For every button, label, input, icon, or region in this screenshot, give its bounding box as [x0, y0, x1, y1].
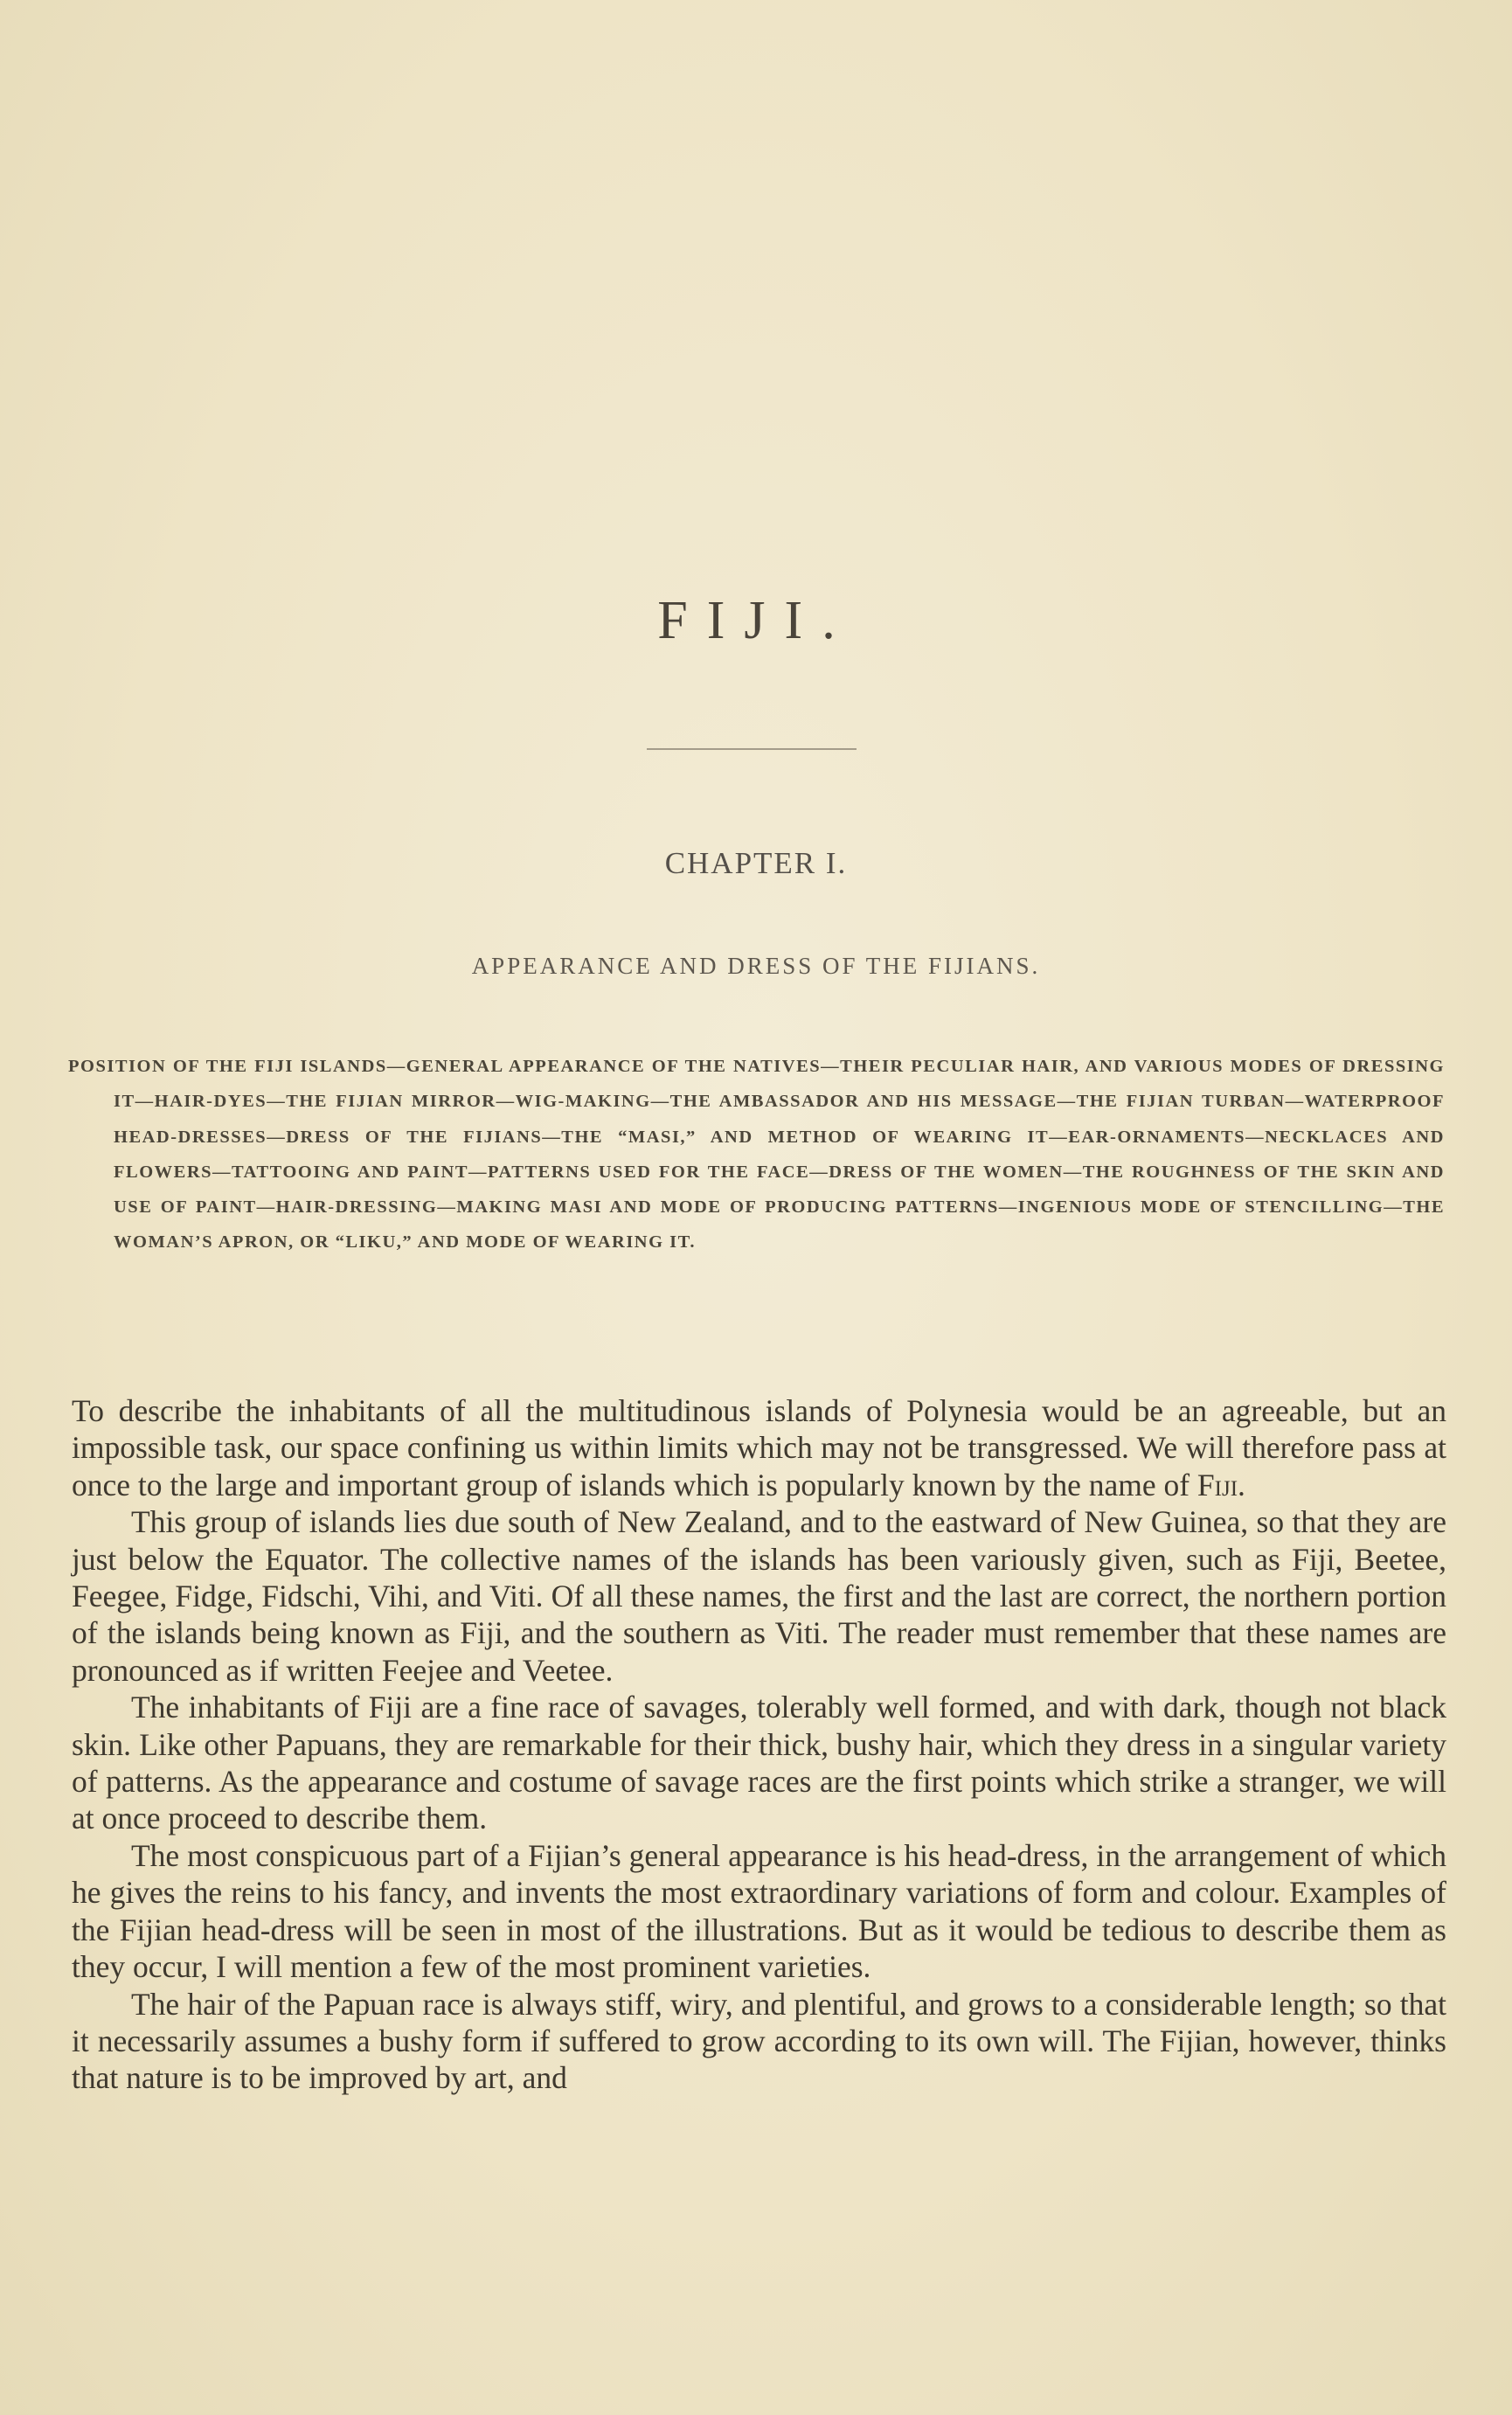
paragraph-1-text: To describe the inhabitants of all the multitudinous islands of Polynesia would be an agreeable, but an impossible task, our space confining us within limits which may not be transgressed. We will therefore pass at once to the large and important group of islands which is popularly known by the name of — [72, 1393, 1446, 1502]
body-text — [72, 1392, 1446, 2097]
chapter-heading: CHAPTER I. — [664, 846, 848, 880]
paragraph-3: The inhabitants of Fiji are a fine race of savages, tolerably well formed, and with dark, though not black skin. Like other Papuans, they are remarkable for their thick, bushy hair, which they dress in a singular variety of patterns. As the appearance and costume of savage races are the first points which strike a stranger, we will at once proceed to describe them. — [72, 1690, 1446, 1836]
paragraph-4: The most conspicuous part of a Fijian’s general appearance is his head-dress, in the arrangement of which he gives the reins to his fancy, and invents the most extraordinary variations of form and colour. Examples of the Fijian head-dress will be seen in most of the illustrations. But as it would be tedious to describe them as they occur, I will mention a few of the most prominent varieties. — [72, 1837, 1446, 1985]
chapter-synopsis: POSITION OF THE FIJI ISLANDS—GENERAL APPEARANCE OF THE NATIVES—THEIR PECULIAR HAIR, AND VARIOUS MODES OF DRESSING IT—HAIR-DYES—THE FIJIAN MIRROR—WIG-MAKING—THE AMBASSADOR AND HIS MESSAGE—THE FIJIAN TURBAN—WATERPROOF HEAD-DRESSES—DRESS OF THE FIJIANS—THE “MASI,” AND METHOD OF WEARING IT—EAR-ORNAMENTS—NECKLACES AND FLOWERS—TATTOOING AND PAINT—PATTERNS USED FOR THE FACE—DRESS OF THE WOMEN—THE ROUGHNESS OF THE SKIN AND USE OF PAINT—HAIR-DRESSING—MAKING MASI AND MODE OF PRODUCING PATTERNS—INGENIOUS MODE OF STENCILLING—THE WOMAN’S APRON, OR “LIKU,” AND MODE OF WEARING IT. — [68, 1057, 1445, 1253]
paragraph-5: The hair of the Papuan race is always stiff, wiry, and plentiful, and grows to a considerable length; so that it necessarily assumes a bushy form if suffered to grow according to its own will. The Fijian, however, thinks that nature is to be improved by art, and — [72, 1986, 1446, 2096]
title-divider — [647, 748, 857, 750]
fiji-emphasis: Fiji. — [1196, 1467, 1245, 1502]
chapter-subtitle: APPEARANCE AND DRESS OF THE FIJIANS. — [471, 953, 1041, 979]
paragraph-2: This group of islands lies due south of New Zealand, and to the eastward of New Guinea, so that they are just below the Equator. The collective names of the islands has been variously given, such as Fiji, Beetee, Feegee, Fidge, Fidschi, Vihi, and Viti. Of all these names, the first and the last are correct, the northern portion of the islands being known as Fiji, and the southern as Viti. The reader must remember that these names are pronounced as if written Feejee and Veetee. — [72, 1504, 1446, 1688]
page-title: FIJI. — [657, 591, 855, 650]
paragraph-1 — [72, 1392, 1446, 1503]
